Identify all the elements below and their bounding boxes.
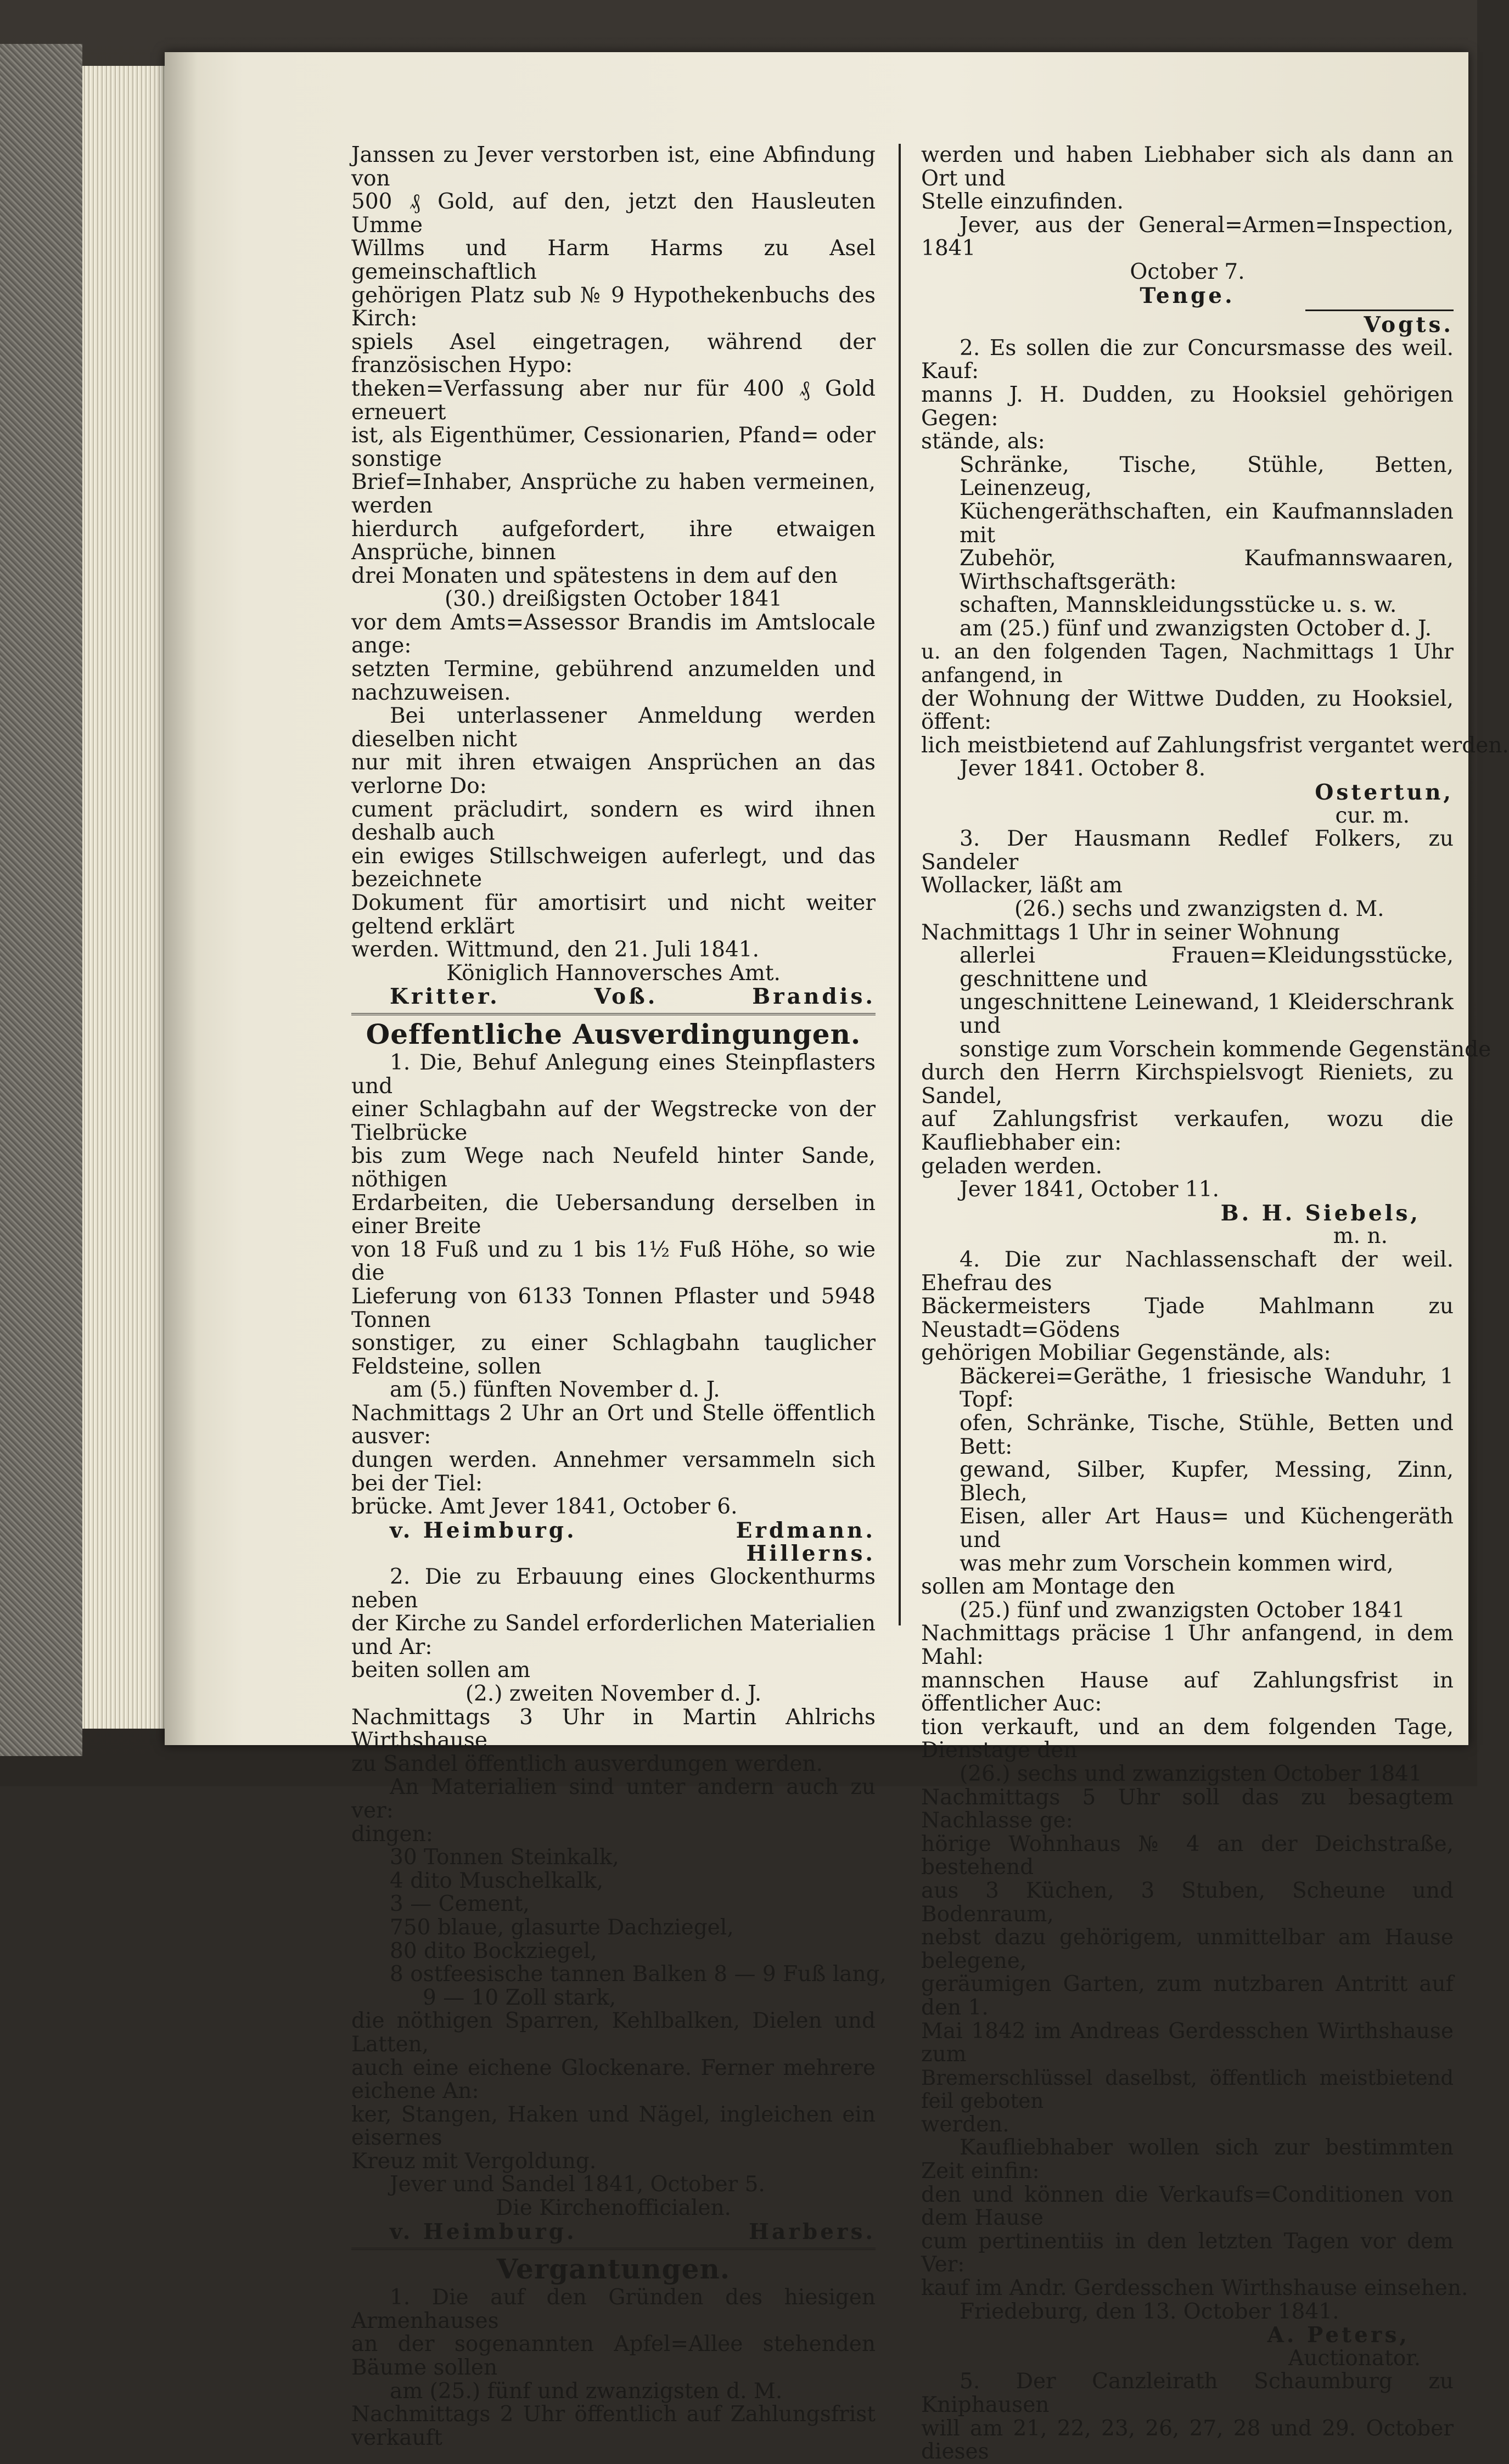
text-line: 5. Der Canzleirath Schaumburg zu Kniphausen [921,2369,1454,2417]
text-line: schaften, Mannskleidungsstücke u. s. w. [960,593,1397,618]
text-line: werden und haben Liebhaber sich als dann an Ort und [921,143,1454,191]
date-line: Jever und Sandel 1841, October 5. [390,2172,765,2197]
date-line: Friedeburg, den 13. October 1841. [960,2299,1339,2324]
right-column [921,143,1509,2464]
text-line: Bäckerei=Geräthe, 1 friesische Wanduhr, 1 Topf: [960,1364,1454,1413]
text-line: dungen werden. Annehmer versammeln sich bei der Tiel: [351,1448,876,1496]
text-line: Lieferung von 6133 Tonnen Pflaster und 5948 Tonnen [351,1284,876,1332]
material-item: 30 Tonnen Steinkalk, [390,1845,619,1870]
text-line: gehörigen Platz sub № 9 Hypothekenbuchs des Kirch: [351,283,876,331]
signature-row [351,985,876,1009]
text-line: ungeschnittene Leinewand, 1 Kleiderschrank und [960,990,1454,1038]
section-heading: Oeffentliche Ausverdingungen. [366,1017,861,1050]
date-line: Jever 1841, October 11. [960,1177,1219,1202]
text-line: ein ewiges Stillschweigen auferlegt, und das bezeichnete [351,843,876,892]
section-heading: Vergantungen. [496,2253,731,2286]
text-line: nebst dazu gehörigem, unmittelbar am Hause belegene, [921,1925,1454,1973]
signature: A. Peters, [1267,2322,1410,2348]
signature: v. Heimburg. [390,1517,577,1543]
text-line: An Materialien sind unter andern auch zu ver: [351,1775,876,1823]
signature-title: m. n. [1333,1224,1388,1249]
text-line: Kreuz mit Vergoldung. [351,2148,597,2174]
text-line: Janssen zu Jever verstorben ist, eine Abfindung von [351,143,876,191]
signature-title: cur. m. [1335,803,1410,828]
text-line: Erdarbeiten, die Uebersandung derselben in einer Breite [351,1190,876,1239]
text-line: der Kirche zu Sandel erforderlichen Materialien und Ar: [351,1611,876,1659]
text-line: cument präcludirt, sondern es wird ihnen deshalb auch [351,797,876,846]
signature: Hillerns. [746,1541,876,1567]
section-rule [351,2248,876,2250]
text-line: Dokument für amortisirt und nicht weiter geltend erklärt [351,891,876,939]
signature-rule [1305,310,1454,311]
text-line: lich meistbietend auf Zahlungsfrist vergantet werden. [921,733,1509,758]
page-edges [82,66,176,1729]
signature: Vogts. [1364,312,1454,338]
text-line: Nachmittags 5 Uhr soll das zu besagtem Nachlasse ge: [921,1785,1454,1833]
date-line: Jever 1841. October 8. [960,756,1206,781]
text-line: 500 ₰ Gold, auf den, jetzt den Hausleuten Umme [351,189,876,238]
signature: Ostertun, [1315,780,1454,806]
text-line: Jever, aus der General=Armen=Inspection, 1841 [921,212,1454,261]
text-line: von 18 Fuß und zu 1 bis 1½ Fuß Höhe, so wie die [351,1237,876,1286]
signature-title: Auctionator. [1288,2345,1421,2371]
signature: Brandis. [752,984,876,1010]
text-line: tion verkauft, und an dem folgenden Tage, Dienstage den [921,1714,1454,1763]
text-line: 1. Die, Behuf Anlegung eines Steinpflasters und [351,1050,876,1099]
text-line: Brief=Inhaber, Ansprüche zu haben vermeinen, werden [351,470,876,518]
text-line: ist, als Eigenthümer, Cessionarien, Pfand= oder sonstige [351,423,876,471]
text-line: 2. Die zu Erbauung eines Glockenthurms neben [351,1565,876,1613]
text-line: brücke. Amt Jever 1841, October 6. [351,1494,738,1520]
text-line: was mehr zum Vorschein kommen wird, [960,1551,1394,1576]
text-line: mannschen Hause auf Zahlungsfrist in öffentlicher Auc: [921,1668,1454,1717]
text-line: geräumigen Garten, zum nutzbaren Antritt auf den 1. [921,1972,1454,2020]
text-line: gewand, Silber, Kupfer, Messing, Zinn, Blech, [960,1458,1454,1506]
text-line: Mai 1842 im Andreas Gerdesschen Wirthshause zum [921,2018,1454,2067]
material-item: 8 ostfeesische tannen Balken 8 — 9 Fuß lang, [390,1962,887,1987]
text-line: aus 3 Küchen, 3 Stuben, Scheune und Bodenraum, [921,1878,1454,1927]
text-line: Bäckermeisters Tjade Mahlmann zu Neustadt=Gödens [921,1294,1454,1342]
text-line: Nachmittags 3 Uhr in Martin Ahlrichs Wirthshause [351,1704,876,1753]
material-item: 80 dito Bockziegel, [390,1938,597,1964]
signature: Harbers. [749,2219,876,2244]
text-line: Zubehör, Kaufmannswaaren, Wirthschaftsgeräth: [960,546,1454,594]
authority-line: Die Kirchenofficialen. [496,2196,731,2221]
signature-row [351,1519,876,1543]
text-line: sonstige zum Vorschein kommende Gegenstände [960,1037,1491,1062]
text-line: werden. [921,2112,1009,2137]
left-column [351,143,887,2450]
text-line: Kaufliebhaber wollen sich zur bestimmten Zeit einfin: [921,2135,1454,2184]
text-line: Bei unterlassener Anmeldung werden dieselben nicht [351,704,876,752]
date-line: am (25.) fünf und zwanzigsten d. M. [390,2378,783,2404]
date-line: (26.) sechs und zwanzigsten October 1841 [960,1761,1422,1786]
text-line: manns J. H. Dudden, zu Hooksiel gehörigen Gegen: [921,382,1454,431]
book-cover-edge [0,44,82,1756]
text-line: 4. Die zur Nachlassenschaft der weil. Ehefrau des [921,1247,1454,1296]
text-line: Stelle einzufinden. [921,189,1124,215]
text-line: Wollacker, läßt am [921,873,1123,898]
text-line: 2. Es sollen die zur Concursmasse des weil. Kauf: [921,335,1454,384]
text-line: nur mit ihren etwaigen Ansprüchen an das verlorne Do: [351,750,876,799]
date-line: (30.) dreißigsten October 1841 [444,587,783,612]
text-line: bis zum Wege nach Neufeld hinter Sande, nöthigen [351,1144,876,1192]
text-line: einer Schlagbahn auf der Wegstrecke von der Tielbrücke [351,1097,876,1145]
text-line: hörige Wohnhaus № 4 an der Deichstraße, bestehend [921,1831,1454,1880]
text-line: will am 21, 22, 23, 26, 27, 28 und 29. October dieses [921,2416,1454,2464]
text-line: den und können die Verkaufs=Conditionen von dem Hause [921,2182,1454,2231]
text-line: theken=Verfassung aber nur für 400 ₰ Gold erneuert [351,376,876,425]
text-line: die nöthigen Sparren, Kehlbalken, Dielen und Latten, [351,2009,876,2057]
text-line: beiten sollen am [351,1658,531,1683]
signature: Tenge. [1140,283,1235,308]
text-line: setzten Termine, gebührend anzumelden und nachzuweisen. [351,657,876,705]
text-line: Schränke, Tische, Stühle, Betten, Leinenzeug, [960,452,1454,501]
text-line: ofen, Schränke, Tische, Stühle, Betten und Bett: [960,1411,1454,1459]
text-line: Nachmittags 1 Uhr in seiner Wohnung [921,920,1340,945]
text-line: Bremerschlüssel daselbst, öffentlich meistbietend feil geboten [921,2066,1454,2113]
signature: B. H. Siebels, [1220,1200,1421,1226]
material-item: 4 dito Muschelkalk, [390,1868,604,1893]
text-line: Nachmittags 2 Uhr öffentlich auf Zahlungsfrist verkauft [351,2402,876,2450]
text-line: sollen am Montage den [921,1574,1175,1600]
text-line: u. an den folgenden Tagen, Nachmittags 1 Uhr anfangend, in [921,640,1454,688]
authority-line: Königlich Hannoversches Amt. [446,960,781,986]
text-line: kauf im Andr. Gerdesschen Wirthshause einsehen. [921,2276,1468,2301]
signature: Voß. [594,984,658,1010]
text-line: Eisen, aller Art Haus= und Küchengeräth und [960,1504,1454,1553]
text-line: durch den Herrn Kirchspielsvogt Rieniets, zu Sandel, [921,1060,1454,1109]
text-line: allerlei Frauen=Kleidungsstücke, geschnittene und [960,943,1454,992]
text-line: auch eine eichene Glockenare. Ferner mehrere eichene An: [351,2055,876,2104]
material-item: 9 — 10 Zoll stark, [423,1985,616,2010]
text-line: an der sogenannten Apfel=Allee stehenden Bäume sollen [351,2332,876,2381]
text-line: stände, als: [921,429,1045,454]
text-line: werden. Wittmund, den 21. Juli 1841. [351,937,759,963]
text-line: geladen werden. [921,1154,1102,1179]
text-line: 1. Die auf den Gründen des hiesigen Armenhauses [351,2285,876,2333]
material-item: 3 — Cement, [390,1892,530,1917]
text-line: spiels Asel eingetragen, während der französischen Hypo: [351,329,876,378]
text-line: zu Sandel öffentlich ausverdungen werden. [351,1751,823,1776]
date-line: am (5.) fünften November d. J. [390,1377,720,1403]
text-line: Willms und Harm Harms zu Asel gemeinschaftlich [351,236,876,284]
text-line: sonstiger, zu einer Schlagbahn tauglicher Feldsteine, sollen [351,1331,876,1379]
material-item: 750 blaue, glasurte Dachziegel, [390,1915,734,1940]
text-line: Küchengeräthschaften, ein Kaufmannsladen mit [960,499,1454,548]
date-line: (2.) zweiten November d. J. [465,1681,762,1706]
text-line: hierdurch aufgefordert, ihre etwaigen Ansprüche, binnen [351,516,876,565]
text-line: Nachmittags 2 Uhr an Ort und Stelle öffentlich ausver: [351,1400,876,1449]
text-line: drei Monaten und spätestens in dem auf den [351,563,838,588]
date-line: October 7. [1130,259,1245,284]
section-rule [351,1013,876,1015]
signature: v. Heimburg. [390,2219,577,2244]
text-line: vor dem Amts=Assessor Brandis im Amtslocale ange: [351,610,876,659]
text-line: Nachmittags präcise 1 Uhr anfangend, in dem Mahl: [921,1621,1454,1669]
date-line: am (25.) fünf und zwanzigsten October d. J. [960,616,1432,641]
text-line: gehörigen Mobiliar Gegenstände, als: [921,1341,1331,1366]
text-line: dingen: [351,1821,433,1847]
column-divider [899,144,901,1625]
text-line: auf Zahlungsfrist verkaufen, wozu die Kaufliebhaber ein: [921,1107,1454,1155]
signature: Kritter. [390,984,500,1010]
date-line: (25.) fünf und zwanzigsten October 1841 [960,1597,1405,1623]
date-line: (26.) sechs und zwanzigsten d. M. [1014,897,1384,921]
text-line: der Wohnung der Wittwe Dudden, zu Hooksiel, öffent: [921,686,1454,735]
signature: Erdmann. [736,1517,876,1543]
text-line: cum pertinentiis in den letzten Tagen vor dem Ver: [921,2229,1454,2277]
text-line: 3. Der Hausmann Redlef Folkers, zu Sandeler [921,826,1454,875]
signature-row [351,2220,876,2244]
gutter-shadow [165,52,198,1745]
text-line: ker, Stangen, Haken und Nägel, ingleichen ein eisernes [351,2102,876,2151]
